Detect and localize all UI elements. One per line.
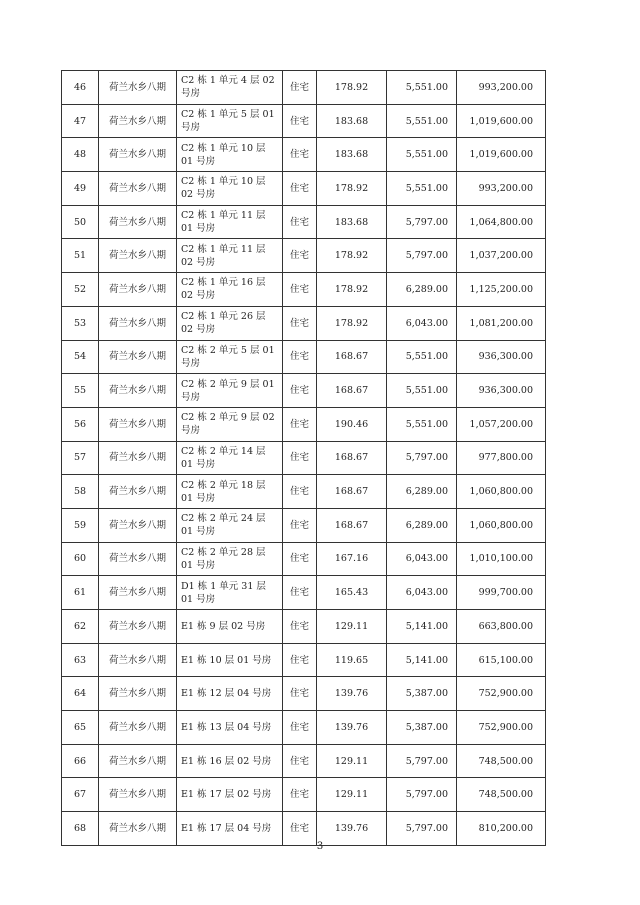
total-price-cell: 1,057,200.00: [457, 407, 546, 441]
total-price-cell: 1,060,800.00: [457, 508, 546, 542]
area-cell: 165.43: [317, 576, 387, 610]
unit-location-cell: C2 栋 2 单元 9 层 02 号房: [177, 407, 283, 441]
unit-price-cell: 5,797.00: [387, 205, 457, 239]
property-type-cell: 住宅: [283, 172, 317, 206]
total-price-cell: 1,037,200.00: [457, 239, 546, 273]
unit-location-cell: C2 栋 1 单元 5 层 01 号房: [177, 104, 283, 138]
area-cell: 168.67: [317, 475, 387, 509]
unit-location-cell: E1 栋 9 层 02 号房: [177, 610, 283, 644]
unit-location-cell: E1 栋 16 层 02 号房: [177, 744, 283, 778]
total-price-cell: 1,125,200.00: [457, 273, 546, 307]
unit-price-cell: 6,043.00: [387, 576, 457, 610]
area-cell: 167.16: [317, 542, 387, 576]
total-price-cell: 993,200.00: [457, 172, 546, 206]
unit-location-cell: E1 栋 12 层 04 号房: [177, 677, 283, 711]
unit-price-cell: 5,797.00: [387, 778, 457, 812]
property-type-cell: 住宅: [283, 306, 317, 340]
table-row: [62, 239, 546, 273]
property-type-cell: 住宅: [283, 744, 317, 778]
property-type-cell: 住宅: [283, 778, 317, 812]
project-name-cell: 荷兰水乡八期: [99, 306, 177, 340]
total-price-cell: 663,800.00: [457, 610, 546, 644]
row-index-cell: 54: [62, 340, 99, 374]
project-name-cell: 荷兰水乡八期: [99, 172, 177, 206]
area-cell: 168.67: [317, 441, 387, 475]
area-cell: 178.92: [317, 71, 387, 105]
unit-price-cell: 5,797.00: [387, 812, 457, 846]
row-index-cell: 66: [62, 744, 99, 778]
project-name-cell: 荷兰水乡八期: [99, 71, 177, 105]
property-type-cell: 住宅: [283, 812, 317, 846]
page-number: 3: [316, 841, 324, 852]
table-row: [62, 475, 546, 509]
property-type-cell: 住宅: [283, 475, 317, 509]
row-index-cell: 65: [62, 711, 99, 745]
area-cell: 183.68: [317, 138, 387, 172]
total-price-cell: 1,081,200.00: [457, 306, 546, 340]
property-type-cell: 住宅: [283, 138, 317, 172]
unit-location-cell: C2 栋 2 单元 28 层 01 号房: [177, 542, 283, 576]
table-body: [62, 71, 546, 846]
area-cell: 178.92: [317, 239, 387, 273]
area-cell: 139.76: [317, 677, 387, 711]
area-cell: 168.67: [317, 508, 387, 542]
table-row: [62, 71, 546, 105]
area-cell: 168.67: [317, 340, 387, 374]
property-type-cell: 住宅: [283, 239, 317, 273]
table-row: [62, 205, 546, 239]
unit-price-cell: 5,141.00: [387, 643, 457, 677]
unit-price-cell: 6,289.00: [387, 508, 457, 542]
property-type-cell: 住宅: [283, 71, 317, 105]
project-name-cell: 荷兰水乡八期: [99, 340, 177, 374]
property-price-table: [61, 70, 546, 846]
total-price-cell: 748,500.00: [457, 744, 546, 778]
table-row: [62, 407, 546, 441]
unit-location-cell: C2 栋 2 单元 14 层 01 号房: [177, 441, 283, 475]
property-type-cell: 住宅: [283, 441, 317, 475]
unit-price-cell: 6,289.00: [387, 273, 457, 307]
area-cell: 178.92: [317, 306, 387, 340]
unit-price-cell: 5,551.00: [387, 138, 457, 172]
table-row: [62, 441, 546, 475]
unit-location-cell: C2 栋 2 单元 18 层 01 号房: [177, 475, 283, 509]
table-row: [62, 542, 546, 576]
unit-price-cell: 6,289.00: [387, 475, 457, 509]
row-index-cell: 64: [62, 677, 99, 711]
project-name-cell: 荷兰水乡八期: [99, 677, 177, 711]
table-row: [62, 677, 546, 711]
unit-price-cell: 5,551.00: [387, 407, 457, 441]
project-name-cell: 荷兰水乡八期: [99, 374, 177, 408]
project-name-cell: 荷兰水乡八期: [99, 205, 177, 239]
row-index-cell: 58: [62, 475, 99, 509]
property-type-cell: 住宅: [283, 407, 317, 441]
area-cell: 129.11: [317, 610, 387, 644]
unit-price-cell: 5,797.00: [387, 441, 457, 475]
row-index-cell: 59: [62, 508, 99, 542]
table-row: [62, 104, 546, 138]
property-type-cell: 住宅: [283, 374, 317, 408]
unit-price-cell: 5,797.00: [387, 744, 457, 778]
total-price-cell: 936,300.00: [457, 374, 546, 408]
total-price-cell: 752,900.00: [457, 677, 546, 711]
row-index-cell: 61: [62, 576, 99, 610]
table-row: [62, 306, 546, 340]
unit-price-cell: 6,043.00: [387, 542, 457, 576]
unit-location-cell: E1 栋 13 层 04 号房: [177, 711, 283, 745]
row-index-cell: 68: [62, 812, 99, 846]
property-type-cell: 住宅: [283, 677, 317, 711]
total-price-cell: 1,019,600.00: [457, 138, 546, 172]
project-name-cell: 荷兰水乡八期: [99, 576, 177, 610]
unit-location-cell: C2 栋 1 单元 10 层 01 号房: [177, 138, 283, 172]
table-row: [62, 610, 546, 644]
total-price-cell: 1,019,600.00: [457, 104, 546, 138]
area-cell: 178.92: [317, 172, 387, 206]
row-index-cell: 60: [62, 542, 99, 576]
total-price-cell: 1,060,800.00: [457, 475, 546, 509]
project-name-cell: 荷兰水乡八期: [99, 744, 177, 778]
area-cell: 183.68: [317, 104, 387, 138]
unit-location-cell: E1 栋 17 层 04 号房: [177, 812, 283, 846]
row-index-cell: 47: [62, 104, 99, 138]
total-price-cell: 1,064,800.00: [457, 205, 546, 239]
project-name-cell: 荷兰水乡八期: [99, 138, 177, 172]
unit-location-cell: C2 栋 1 单元 11 层 01 号房: [177, 205, 283, 239]
row-index-cell: 56: [62, 407, 99, 441]
table-row: [62, 744, 546, 778]
property-type-cell: 住宅: [283, 610, 317, 644]
table-row: [62, 643, 546, 677]
table-row: [62, 340, 546, 374]
total-price-cell: 748,500.00: [457, 778, 546, 812]
area-cell: 129.11: [317, 778, 387, 812]
total-price-cell: 999,700.00: [457, 576, 546, 610]
unit-location-cell: C2 栋 2 单元 5 层 01 号房: [177, 340, 283, 374]
unit-price-cell: 5,551.00: [387, 340, 457, 374]
area-cell: 183.68: [317, 205, 387, 239]
table-row: [62, 508, 546, 542]
table-row: [62, 138, 546, 172]
property-type-cell: 住宅: [283, 711, 317, 745]
area-cell: 119.65: [317, 643, 387, 677]
row-index-cell: 46: [62, 71, 99, 105]
total-price-cell: 1,010,100.00: [457, 542, 546, 576]
property-type-cell: 住宅: [283, 205, 317, 239]
total-price-cell: 752,900.00: [457, 711, 546, 745]
unit-location-cell: C2 栋 1 单元 16 层 02 号房: [177, 273, 283, 307]
project-name-cell: 荷兰水乡八期: [99, 610, 177, 644]
unit-location-cell: C2 栋 1 单元 26 层 02 号房: [177, 306, 283, 340]
area-cell: 139.76: [317, 711, 387, 745]
row-index-cell: 63: [62, 643, 99, 677]
property-type-cell: 住宅: [283, 508, 317, 542]
project-name-cell: 荷兰水乡八期: [99, 475, 177, 509]
unit-price-cell: 5,387.00: [387, 677, 457, 711]
total-price-cell: 615,100.00: [457, 643, 546, 677]
property-type-cell: 住宅: [283, 104, 317, 138]
unit-location-cell: C2 栋 1 单元 10 层 02 号房: [177, 172, 283, 206]
unit-price-cell: 6,043.00: [387, 306, 457, 340]
project-name-cell: 荷兰水乡八期: [99, 812, 177, 846]
unit-location-cell: C2 栋 2 单元 24 层 01 号房: [177, 508, 283, 542]
unit-location-cell: C2 栋 1 单元 11 层 02 号房: [177, 239, 283, 273]
total-price-cell: 936,300.00: [457, 340, 546, 374]
unit-price-cell: 5,797.00: [387, 239, 457, 273]
unit-price-cell: 5,551.00: [387, 374, 457, 408]
unit-price-cell: 5,551.00: [387, 104, 457, 138]
project-name-cell: 荷兰水乡八期: [99, 711, 177, 745]
unit-location-cell: D1 栋 1 单元 31 层 01 号房: [177, 576, 283, 610]
row-index-cell: 53: [62, 306, 99, 340]
row-index-cell: 67: [62, 778, 99, 812]
project-name-cell: 荷兰水乡八期: [99, 104, 177, 138]
unit-location-cell: C2 栋 1 单元 4 层 02 号房: [177, 71, 283, 105]
project-name-cell: 荷兰水乡八期: [99, 441, 177, 475]
area-cell: 190.46: [317, 407, 387, 441]
table-row: [62, 172, 546, 206]
project-name-cell: 荷兰水乡八期: [99, 643, 177, 677]
total-price-cell: 993,200.00: [457, 71, 546, 105]
table-row: [62, 778, 546, 812]
area-cell: 129.11: [317, 744, 387, 778]
row-index-cell: 49: [62, 172, 99, 206]
unit-location-cell: C2 栋 2 单元 9 层 01 号房: [177, 374, 283, 408]
row-index-cell: 50: [62, 205, 99, 239]
table-row: [62, 711, 546, 745]
table-row: [62, 273, 546, 307]
table-row: [62, 374, 546, 408]
unit-location-cell: E1 栋 10 层 01 号房: [177, 643, 283, 677]
unit-price-cell: 5,387.00: [387, 711, 457, 745]
unit-price-cell: 5,551.00: [387, 172, 457, 206]
project-name-cell: 荷兰水乡八期: [99, 508, 177, 542]
property-type-cell: 住宅: [283, 576, 317, 610]
area-cell: 178.92: [317, 273, 387, 307]
row-index-cell: 51: [62, 239, 99, 273]
total-price-cell: 810,200.00: [457, 812, 546, 846]
unit-location-cell: E1 栋 17 层 02 号房: [177, 778, 283, 812]
row-index-cell: 57: [62, 441, 99, 475]
project-name-cell: 荷兰水乡八期: [99, 778, 177, 812]
project-name-cell: 荷兰水乡八期: [99, 407, 177, 441]
project-name-cell: 荷兰水乡八期: [99, 542, 177, 576]
property-type-cell: 住宅: [283, 542, 317, 576]
project-name-cell: 荷兰水乡八期: [99, 273, 177, 307]
total-price-cell: 977,800.00: [457, 441, 546, 475]
unit-price-cell: 5,551.00: [387, 71, 457, 105]
area-cell: 168.67: [317, 374, 387, 408]
property-type-cell: 住宅: [283, 273, 317, 307]
row-index-cell: 62: [62, 610, 99, 644]
row-index-cell: 52: [62, 273, 99, 307]
table-row: [62, 576, 546, 610]
row-index-cell: 48: [62, 138, 99, 172]
property-type-cell: 住宅: [283, 340, 317, 374]
unit-price-cell: 5,141.00: [387, 610, 457, 644]
project-name-cell: 荷兰水乡八期: [99, 239, 177, 273]
row-index-cell: 55: [62, 374, 99, 408]
area-cell: 139.76: [317, 812, 387, 846]
property-type-cell: 住宅: [283, 643, 317, 677]
